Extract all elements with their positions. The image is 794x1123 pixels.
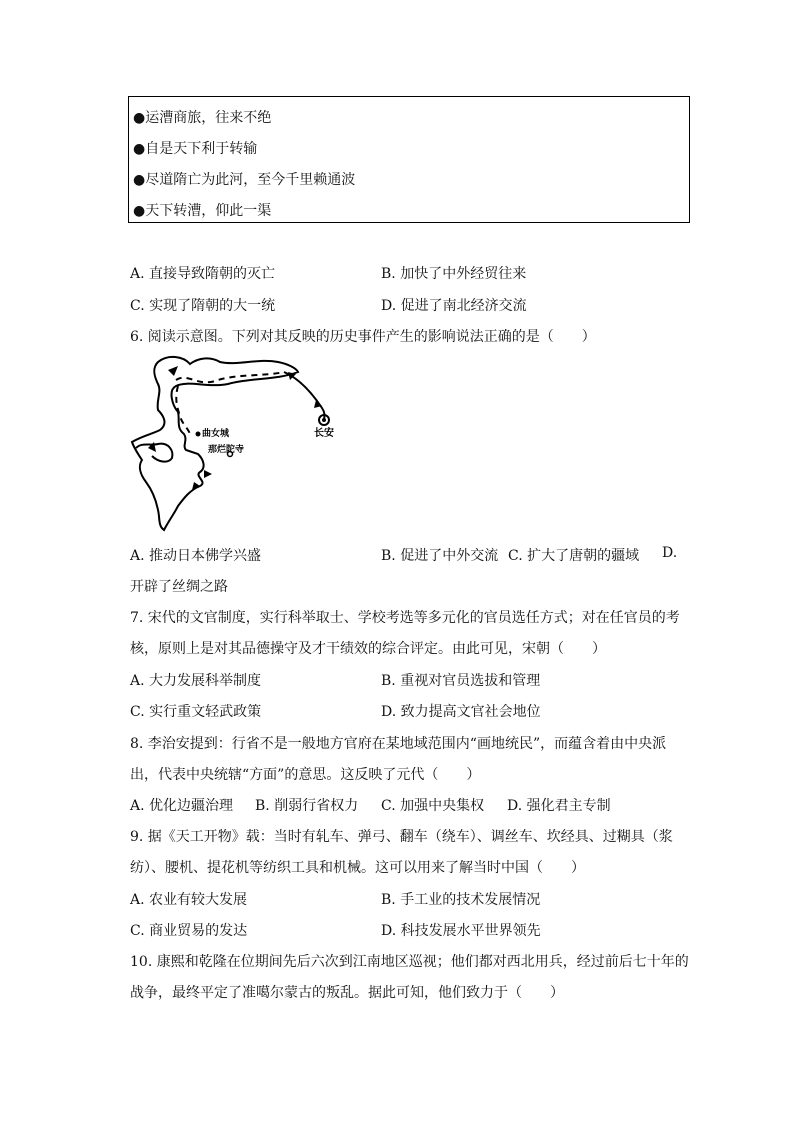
q8-stem-line1: 8. 李治安提到：行省不是一般地方官府在某地域范围内“画地统民”，而蕴含着由中央派 [130,736,667,752]
xuanzang-route-map [128,350,348,535]
q5-option-c[interactable]: C. 实现了隋朝的大一统 [130,298,276,314]
q9-stem-line1: 9. 据《天工开物》载：当时有轧车、弹弓、翻车（绕车）、调丝车、坎经具、过糊具（浆 [130,829,673,845]
route-arrow [204,470,212,478]
q7-stem-line1: 7. 宋代的文官制度，实行科举取士、学校考选等多元化的官员选任方式；对在任官员的考 [130,610,680,626]
q8-option-d[interactable]: D. 强化君主专制 [507,798,611,814]
quote-line: ●自是天下利于转输 [133,141,258,157]
q7-stem-line2: 核，原则上是对其品德操守及才干绩效的综合评定。由此可见，宋朝（ ） [130,641,606,657]
q8-option-c[interactable]: C. 加强中央集权 [381,798,485,814]
quote-box [128,96,690,223]
q6-stem: 6. 阅读示意图。下列对其反映的历史事件产生的影响说法正确的是（ ） [130,329,596,345]
map-label-qunvcheng: 曲女城 [202,429,230,439]
map-label-changan: 长安 [314,428,334,439]
q5-option-d[interactable]: D. 促进了南北经济交流 [381,298,527,314]
q6-option-d-text[interactable]: 开辟了丝绸之路 [130,579,228,595]
q7-option-b[interactable]: B. 重视对官员选拔和管理 [381,673,541,689]
q6-option-a[interactable]: A. 推动日本佛学兴盛 [130,548,262,564]
q8-option-b[interactable]: B. 削弱行省权力 [255,798,359,814]
q7-option-a[interactable]: A. 大力发展科举制度 [130,673,262,689]
q6-option-b[interactable]: B. 促进了中外交流 [381,548,499,564]
q8-option-a[interactable]: A. 优化边疆治理 [130,798,234,814]
q9-option-a[interactable]: A. 农业有较大发展 [130,892,248,908]
q7-option-c[interactable]: C. 实行重文轻武政策 [130,704,262,720]
q10-stem-line2: 战争，最终平定了准噶尔蒙古的叛乱。据此可知，他们致力于（ ） [130,985,564,1001]
q5-option-b[interactable]: B. 加快了中外经贸往来 [381,266,527,282]
q9-option-d[interactable]: D. 科技发展水平世界领先 [381,923,541,939]
q7-option-d[interactable]: D. 致力提高文官社会地位 [381,704,541,720]
map-label-nalantuo: 那烂陀寺 [208,445,245,455]
q8-stem-line2: 出，代表中央统辖“方面”的意思。这反映了元代（ ） [130,767,481,783]
q5-option-a[interactable]: A. 直接导致隋朝的灭亡 [130,266,276,282]
q9-option-b[interactable]: B. 手工业的技术发展情况 [381,892,541,908]
route-dashed [176,372,284,382]
q9-stem-line2: 纺）、腰机、提花机等纺织工具和机械。这可以用来了解当时中国（ ） [130,860,585,876]
q6-option-d[interactable]: D. [662,545,678,561]
changan-marker-dot [322,418,326,422]
route-arrow [168,366,178,376]
q9-option-c[interactable]: C. 商业贸易的发达 [130,923,248,939]
quote-line: ●天下转漕，仰此一渠 [133,203,272,219]
qunvcheng-marker [196,432,201,437]
quote-line: ●运漕商旅，往来不绝 [133,110,272,126]
q10-stem-line1: 10. 康熙和乾隆在位期间先后六次到江南地区巡视；他们都对西北用兵，经过前后七十年的 [130,954,689,970]
quote-line: ●尽道隋亡为此河，至今千里赖通波 [133,172,356,188]
q6-option-c[interactable]: C. 扩大了唐朝的疆域 [508,548,640,564]
